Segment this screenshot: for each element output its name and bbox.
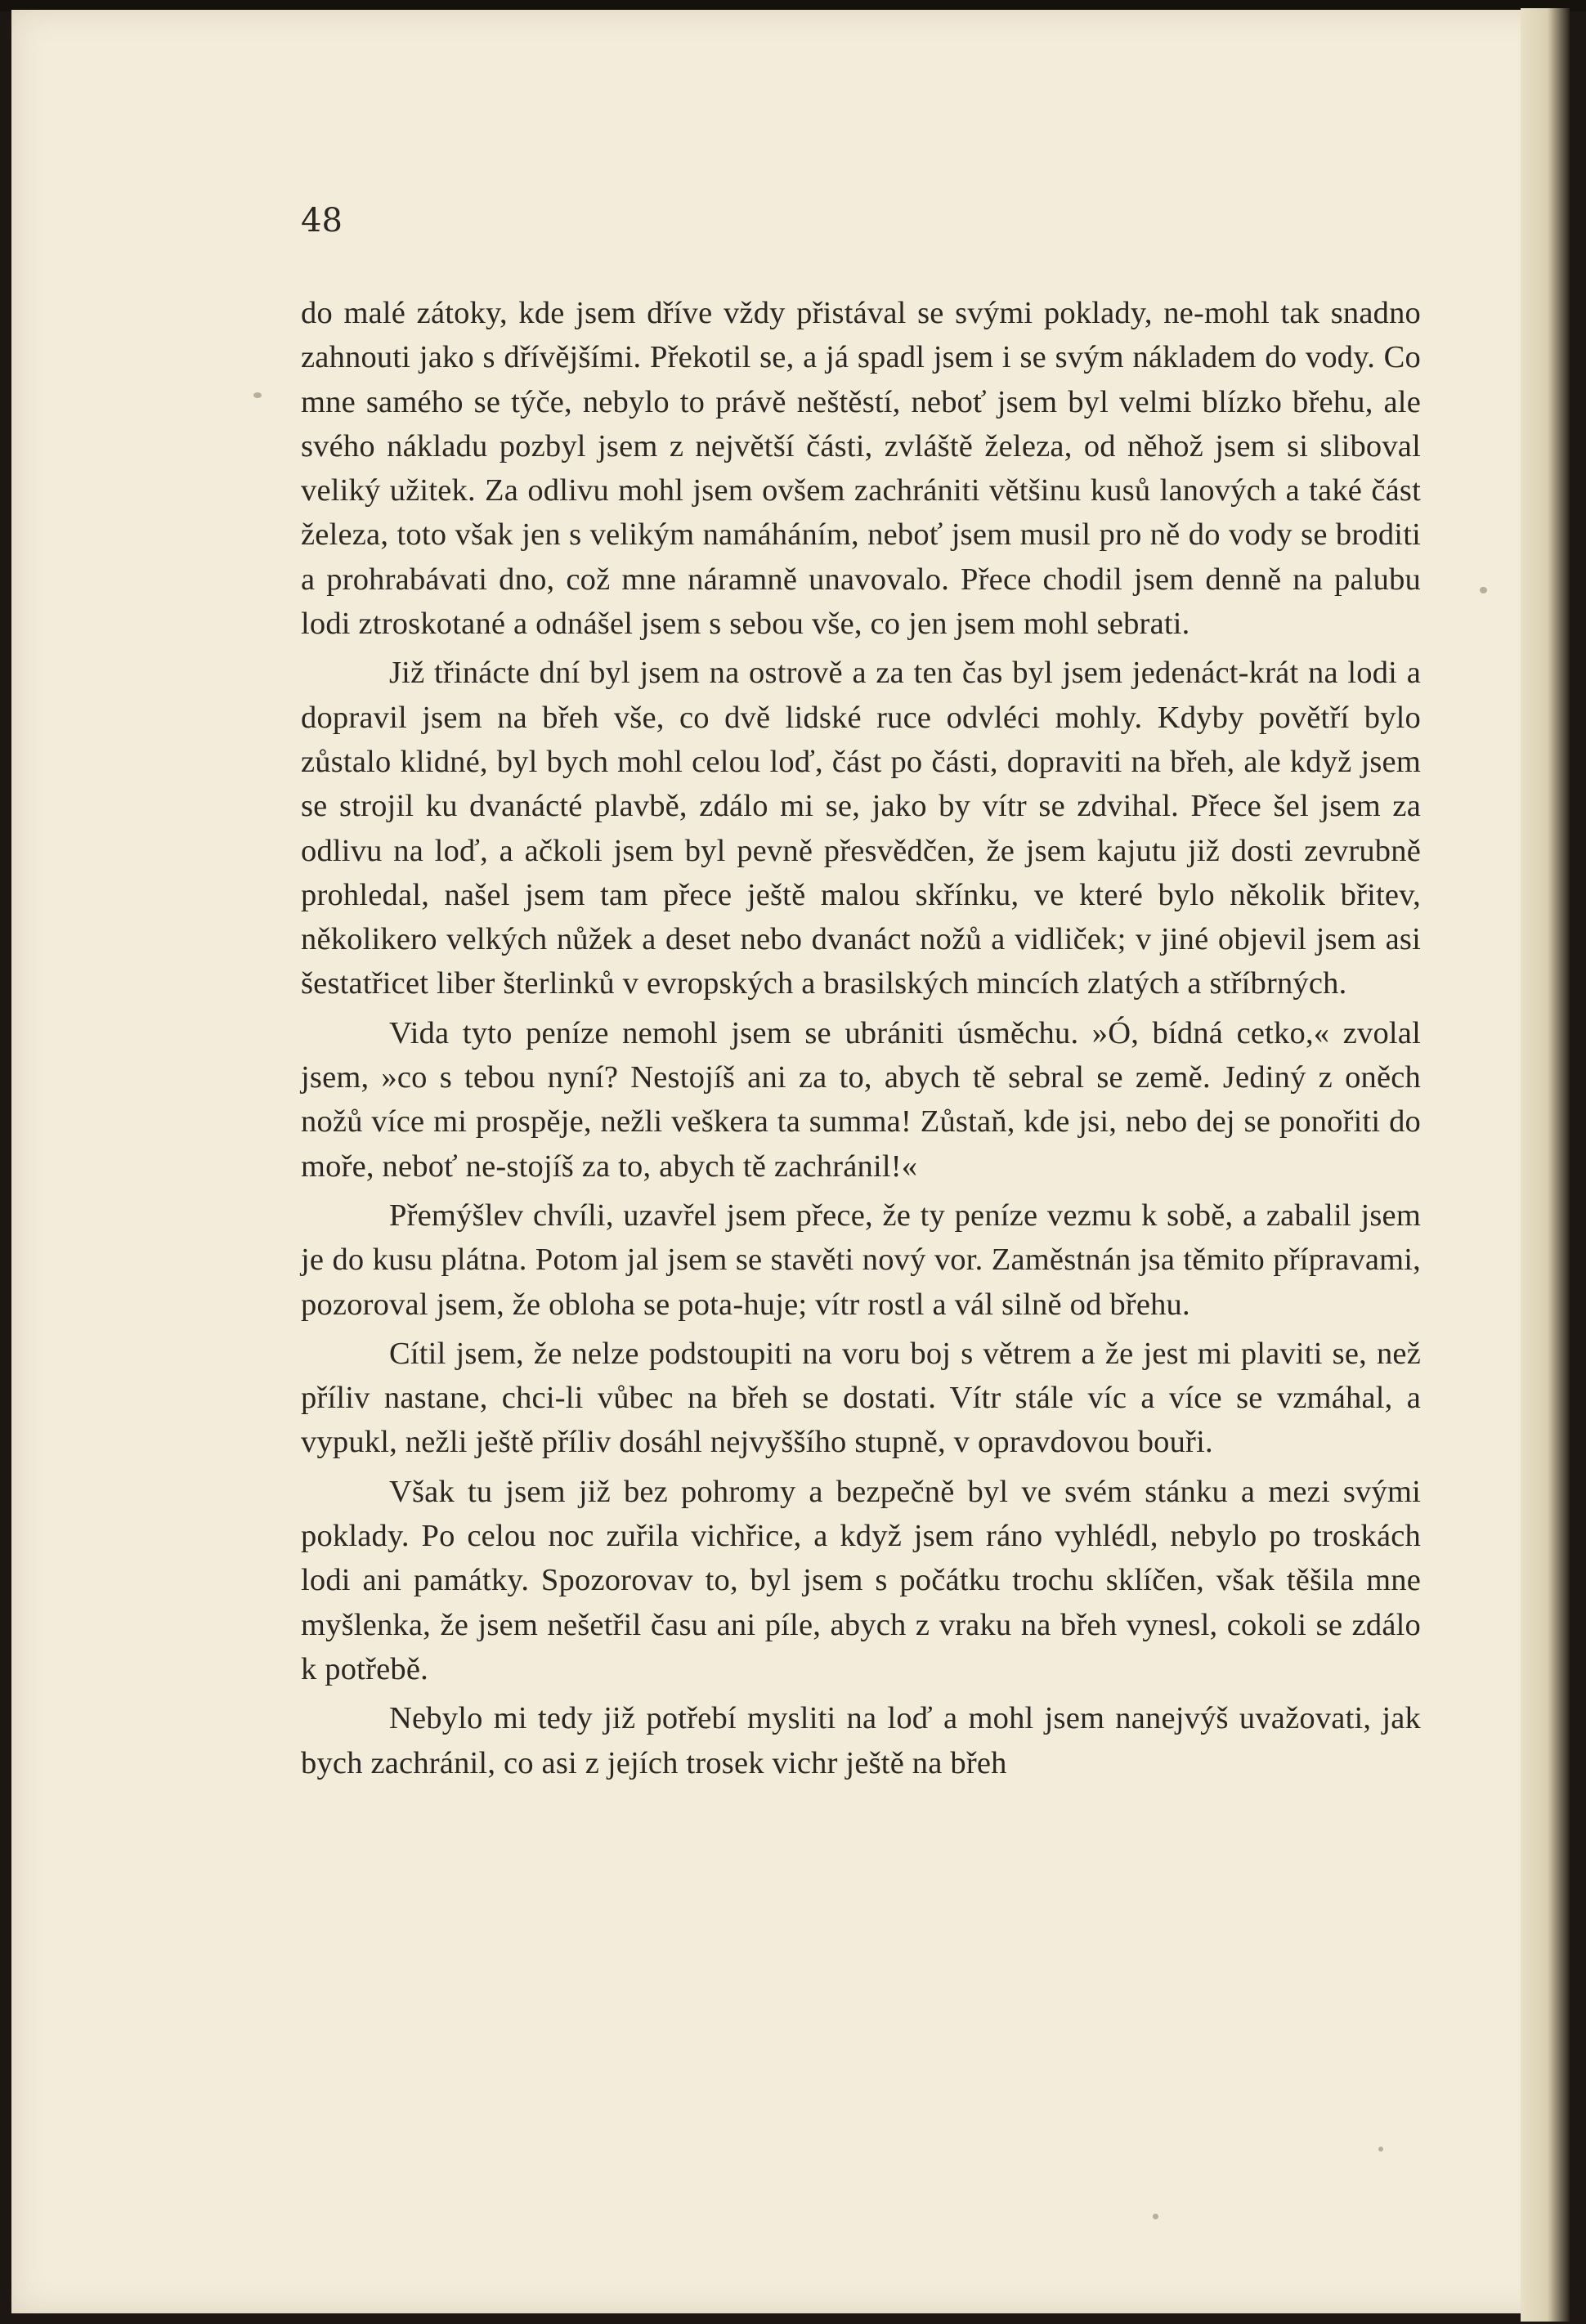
page-number: 48 xyxy=(301,202,343,240)
paragraph-2: Již třinácte dní byl jsem na ostrově a za ten čas byl jsem jedenáct-krát na lodi a dopravil jsem na břeh vše, co dvě lidské ruce odvléci mohly. Kdyby povětří bylo zůstalo klidné, byl bych mohl celou loď, část po části, dopraviti na břeh, ale když jsem se strojil ku dvanácté plavbě, zdálo mi se, jako by vítr se zdvihal. Přece šel jsem za odlivu na loď, a ačkoli jsem byl pevně přesvědčen, že jsem kajutu již dosti zevrubně prohledal, našel jsem tam přece ještě malou skřínku, ve které bylo několik břitev, několikero velkých nůžek a deset nebo dvanáct nožů a vidliček; v jiné objevil jsem asi šestatřicet liber šterlinků v evropských a brasilských mincích zlatých a stříbrných. xyxy=(301,656,1421,1001)
page-right-edge xyxy=(1521,8,1570,2322)
paragraph-1: do malé zátoky, kde jsem dříve vždy přistával se svými poklady, ne-mohl tak snadno zahnouti jako s dřívějšími. Překotil se, a já spadl jsem i se svým nákladem do vody. Co mne samého se týče, nebylo to právě neštěstí, neboť jsem byl velmi blízko břehu, ale svého nákladu pozbyl jsem z největší části, zvláště železa, od něhož jsem si sliboval veliký užitek. Za odlivu mohl jsem ovšem zachrániti většinu kusů lanových a také část železa, toto však jen s velikým namáháním, neboť jsem musil pro ně do vody se broditi a prohrabávati dno, což mne náramně unavovalo. Přece chodil jsem denně na palubu lodi ztroskotané a odnášel jsem s sebou vše, co jen jsem mohl sebrati. xyxy=(301,296,1421,642)
paragraph-5: Cítil jsem, že nelze podstoupiti na voru boj s větrem a že jest mi plaviti se, než příliv nastane, chci-li vůbec na břeh se dostati. Vítr stále víc a více se vzmáhal, a vypukl, nežli ještě příliv dosáhl nejvyššího stupně, v opravdovou bouři. xyxy=(301,1336,1421,1460)
paragraph-4: Přemýšlev chvíli, uzavřel jsem přece, že ty peníze vezmu k sobě, a zabalil jsem je do kusu plátna. Potom jal jsem se stavěti nový vor. Zaměstnán jsa těmito přípravami, pozoroval jsem, že obloha se pota-huje; vítr rostl a vál silně od břehu. xyxy=(301,1198,1421,1322)
paper-speck xyxy=(1378,2147,1383,2152)
paper-speck xyxy=(1153,2214,1158,2219)
paper-speck xyxy=(253,392,262,398)
paragraph-7: Nebylo mi tedy již potřebí mysliti na loď a mohl jsem nanejvýš uvažovati, jak bych zachránil, co asi z jejích trosek vichr ještě na břeh xyxy=(301,1701,1421,1780)
paper-speck xyxy=(1480,587,1487,593)
book-page xyxy=(11,10,1557,2313)
paragraph-3: Vida tyto peníze nemohl jsem se ubrániti úsměchu. »Ó, bídná cetko,« zvolal jsem, »co s tebou nyní? Nestojíš ani za to, abych tě sebral se země. Jediný z oněch nožů více mi prospěje, nežli veškera ta summa! Zůstaň, kde jsi, nebo dej se ponořiti do moře, neboť ne-stojíš za to, abych tě zachránil!« xyxy=(301,1015,1421,1184)
body-text xyxy=(301,291,1421,1787)
paragraph-6: Však tu jsem již bez pohromy a bezpečně byl ve svém stánku a mezi svými poklady. Po celou noc zuřila vichřice, a když jsem ráno vyhlédl, nebylo po troskách lodi ani památky. Spozorovav to, byl jsem s počátku trochu sklíčen, však těšila mne myšlenka, že jsem nešetřil času ani píle, abych z vraku na břeh vynesl, cokoli se zdálo k potřebě. xyxy=(301,1474,1421,1686)
